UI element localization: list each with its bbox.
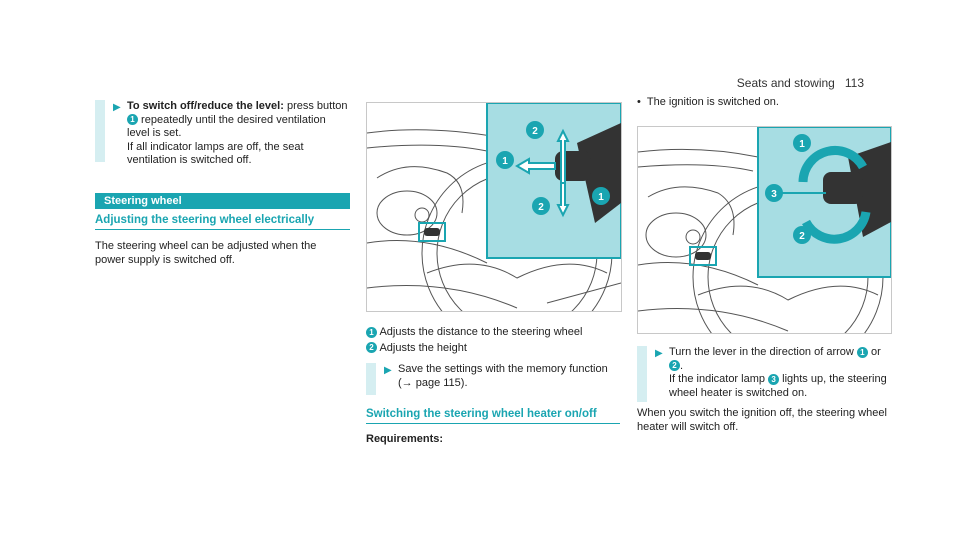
play-arrow-icon: ▶ [384,365,392,376]
callout-1: 1 [127,114,138,125]
svg-text:2: 2 [538,202,544,213]
header-section: Seats and stowing [736,76,835,90]
legend [366,326,626,355]
play-arrow-icon: ▶ [655,348,663,359]
page-number: 113 [844,76,864,90]
instruction-text: To switch off/reduce the level: press button 1 repeatedly until the desired ventilation level is set. If all indicator lamps are off, the seat ventilation is switched off. [127,100,348,167]
svg-text:2: 2 [799,231,805,242]
legend-item: 1 Adjusts the distance to the steering wheel [366,326,626,340]
requirements-label: Requirements: [366,433,444,445]
dashboard-illustration [367,103,621,311]
steering-adjust-figure [366,102,622,312]
paragraph: The steering wheel can be adjusted when the power supply is switched off. [95,240,317,266]
instruction-block: ▶ Turn the lever in the direction of arrow 1 or 2 . If the indicator lamp 3 lights up, the steering wheel heater is switched on. [637,346,899,402]
page-reference[interactable]: (→ page 115). [398,376,468,389]
page-header [737,76,864,90]
subheading: Switching the steering wheel heater on/off [366,408,620,424]
bullet-item: • The ignition is switched on. [637,96,779,108]
svg-text:1: 1 [799,139,805,150]
paragraph: When you switch the ignition off, the steering wheel heater will switch off. [637,407,887,433]
svg-text:1: 1 [598,192,604,203]
steering-heater-figure [637,126,892,334]
dashboard-illustration [638,127,891,333]
svg-text:1: 1 [502,156,508,167]
subheading: Adjusting the steering wheel electrically [95,214,350,230]
svg-text:2: 2 [532,126,538,137]
svg-text:3: 3 [771,189,777,200]
legend-item: 2 Adjusts the height [366,342,626,356]
instruction-block [95,100,350,168]
instruction-block: ▶ Save the settings with the memory function (→ page 115). [366,363,628,395]
section-title: Steering wheel [95,193,350,209]
play-arrow-icon: ▶ [113,102,121,113]
bullet-icon: • [637,96,641,108]
